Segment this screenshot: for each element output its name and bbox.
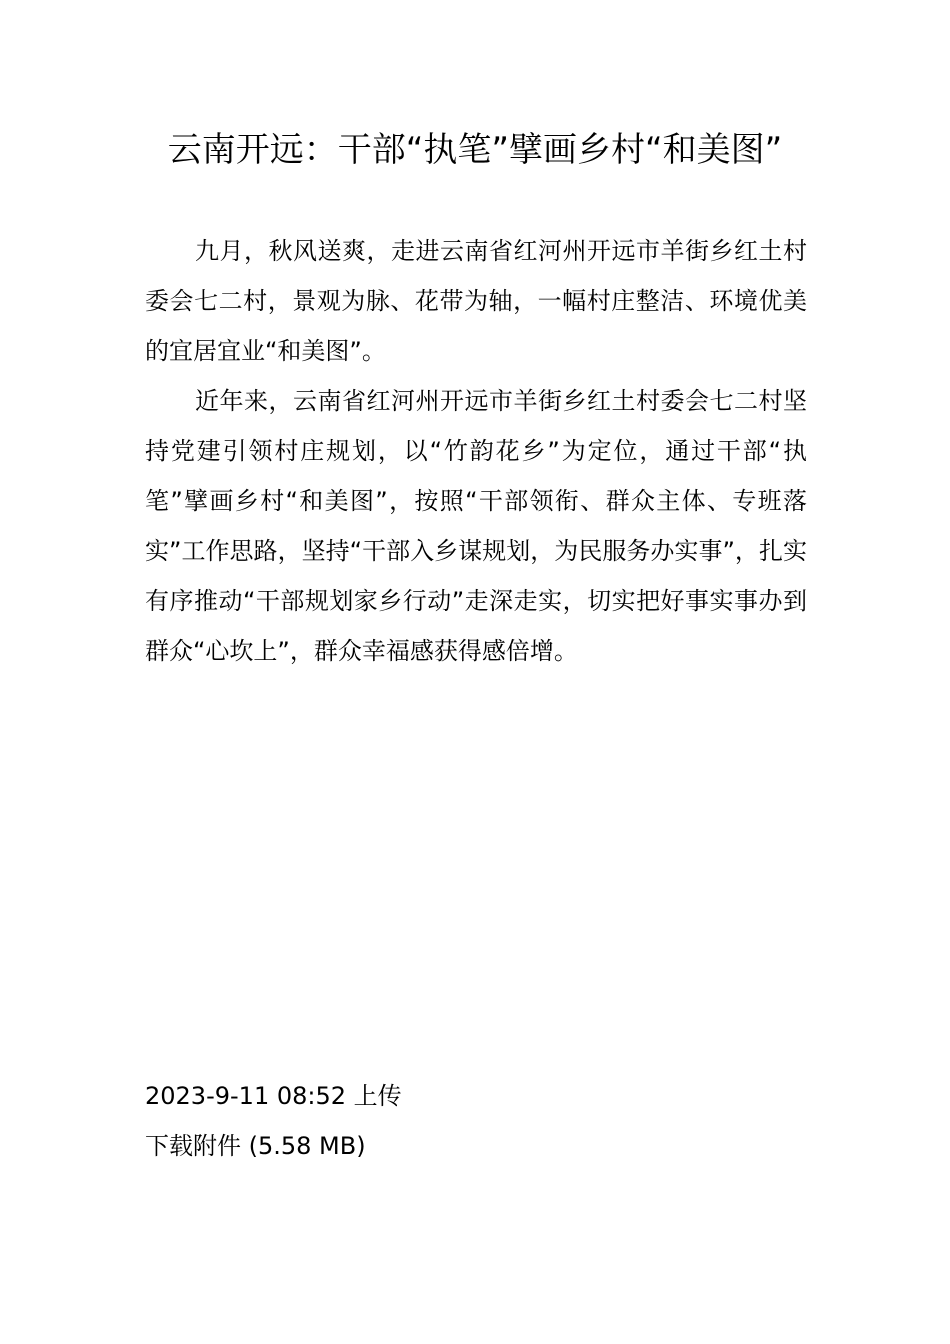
article-title: 云南开远：干部“执笔”擘画乡村“和美图” <box>167 130 783 170</box>
article-paragraph-1: 九月，秋风送爽，走进云南省红河州开远市羊街乡红土村委会七二村，景观为脉、花带为轴，一幅村庄整洁、环境优美的宜居宜业“和美图”。 <box>145 237 807 365</box>
upload-timestamp: 2023-9-11 08:52 上传 <box>145 1082 402 1110</box>
article-paragraph-2: 近年来，云南省红河州开远市羊街乡红土村委会七二村坚持党建引领村庄规划，以“竹韵花乡”为定位，通过干部“执笔”擘画乡村“和美图”，按照“干部领衔、群众主体、专班落实”工作思路，坚持“干部入乡谋规划，为民服务办实事”，扎实有序推动“干部规划家乡行动”走深走实，切实把好事实事办到群众“心坎上”，群众幸福感获得感倍增。 <box>145 387 807 665</box>
download-attachment-link[interactable]: 下载附件 (5.58 MB) <box>145 1132 366 1160</box>
